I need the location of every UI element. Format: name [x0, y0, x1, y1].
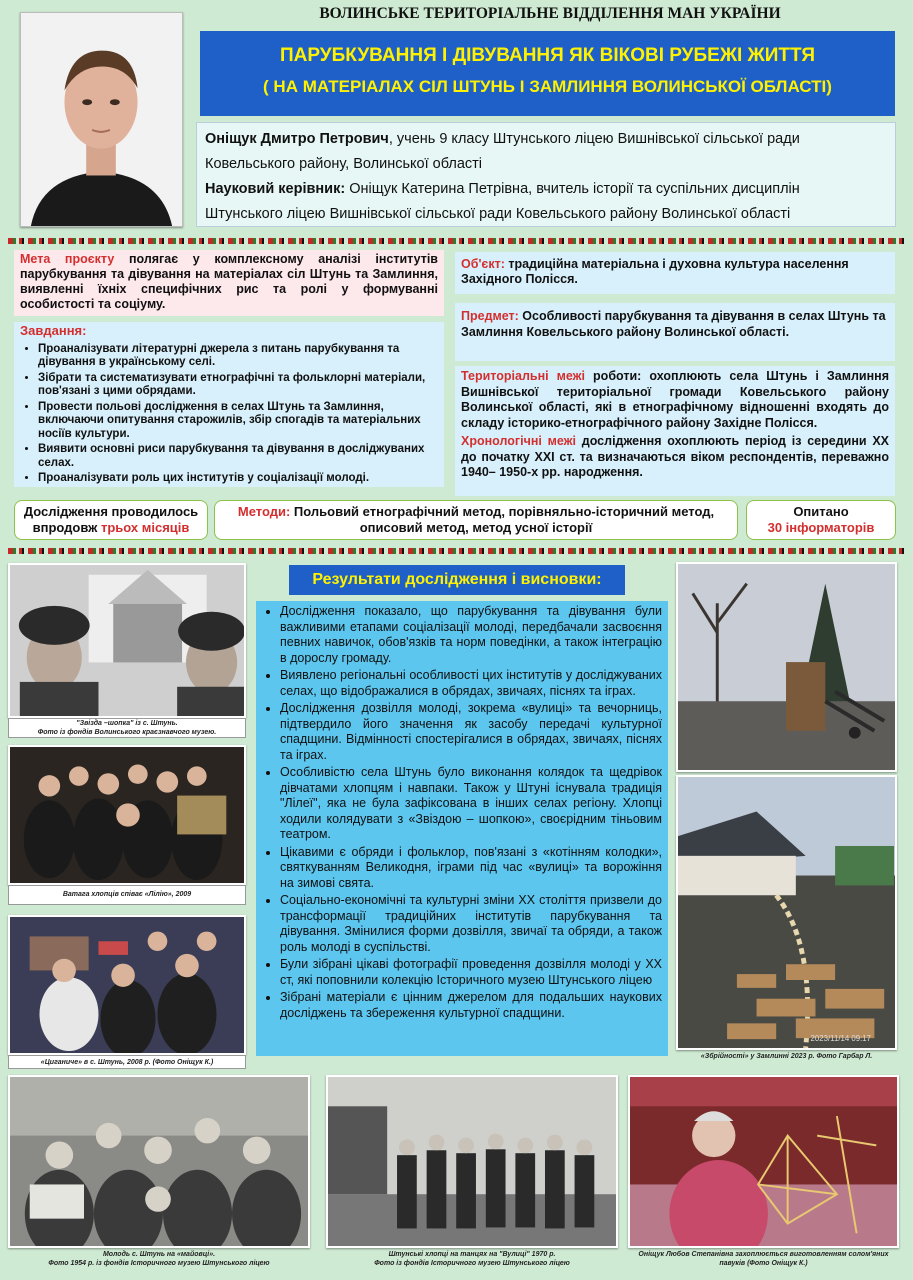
subject-box [455, 303, 895, 361]
ornament-divider-top [8, 238, 905, 244]
result-item: • Соціально-економічні та культурні зміни XX століття призвели до трансформації традиційних інститутів парубкування та дівування. Змінилися форми дозвілля, звичаї та обряди, а також роль молоді в суспільстві. [280, 893, 662, 955]
caption-zbriinosti: «Збрійності» у Замлинні 2023 р. Фото Гарбар Л. [700, 1053, 873, 1060]
results-title: Результати дослідження і висновки: [289, 565, 625, 595]
task-item: • Виявити основні риси парубкування та дівування в досліджуваних селах. [38, 443, 438, 470]
result-item: • Цікавими є обряди і фольклор, пов'язані з «котінням колодки», святкуванням Великодня, іграми під час «вулиці» та ворожіння на зимові свята. [280, 845, 662, 892]
results-list [262, 604, 662, 1021]
surveyed-card [746, 500, 896, 540]
photo-timestamp: 2023/11/14 09:17 [810, 1034, 872, 1044]
subject-text: Особливості парубкування та дівування в селах Штунь та Замлиння Ковельського району Волинської області. [461, 309, 886, 339]
object-text: традиційна матеріальна і духовна культура населення Західного Полісся. [461, 257, 849, 286]
author-desc1: , учень 9 класу Штунського ліцею Вишнівської сільської ради [388, 131, 800, 147]
supervisor-name: Оніщук Катерина Петрівна [345, 181, 529, 197]
task-item: • Проаналізувати роль цих інститутів у соціалізації молоді. [38, 472, 438, 486]
object-label: Об'єкт: [461, 257, 505, 271]
ornament-divider-mid [8, 548, 905, 554]
result-item: • Були зібрані цікаві фотографії проведення дозвілля молоді у XX ст, які поповнили колекцію Історичного музею Штунського ліцею [280, 957, 662, 988]
chronology-label: Хронологічні межі [461, 434, 576, 448]
duration-card [14, 500, 208, 540]
caption-lilia: Ватага хлопців співає «Лілію», 2009 [8, 885, 246, 905]
task-item: • Зібрати та систематизувати етнографічні та фольклорні матеріали, пов'язані з цими обрядами. [38, 372, 438, 399]
photo-mayovka [8, 1075, 310, 1248]
object-box [455, 252, 895, 294]
caption-zvizda: "Звізда –шопка" із с. Штунь. Фото із фондів Волинського краєзнавчого музею. [8, 718, 246, 738]
supervisor-desc1: , вчитель історії та суспільних дисциплін [528, 181, 800, 197]
supervisor-desc2: Штунського ліцею Вишнівської сільської ради Ковельського району Волинської області [205, 206, 791, 222]
task-item: • Проаналізувати літературні джерела з питань парубкування та дівування в українському селі. [38, 343, 438, 370]
author-desc2: Ковельського району, Волинської області [205, 156, 483, 172]
chronology-text: дослідження охоплюють період із середини XX до початку XXI ст. та визначаються віком респондентів, переважно 1940– 1950-х рр. народження. [461, 434, 889, 479]
result-item: • Дослідження дозвілля молоді, зокрема «вулиці» та вечорниць, підтвердило його значення як засобу передачі культурної спадщини. Відмінності спостерігалися в обрядах, звичаях, піснях та іграх. [280, 701, 662, 763]
duration-text: Дослідження проводилось впродовж [23, 504, 199, 535]
goal-box [14, 250, 444, 316]
results-box [256, 601, 668, 1056]
result-item: • Зібрані матеріали є цінним джерелом для подальших наукових досліджень та збереження культурної спадщини. [280, 990, 662, 1021]
surveyed-value: 30 інформаторів [767, 520, 875, 535]
task-item: • Провести польові дослідження в селах Штунь та Замлиння, включаючи опитування старожилів, збір спогадів та матеріальних носіїв культури. [38, 401, 438, 442]
photo-tsyganyche [8, 915, 246, 1055]
main-subtitle: ( НА МАТЕРІАЛАХ СІЛ ШТУНЬ І ЗАМЛИННЯ ВОЛИНСЬКОЇ ОБЛАСТІ) [263, 77, 832, 96]
result-item: • Особливістю села Штунь було виконання колядок та щедрівок дівчатами хлопцям і навпаки. Також у Штуні існувала традиція "Лілеї", яка не була зафіксована в інших селах регіону. Хлопці ходили колядувати з «Звіздою – шопкою», своєрідним тіньовим театром. [280, 765, 662, 843]
supervisor-label: Науковий керівник: [205, 181, 346, 197]
photo-lilia-group [8, 745, 246, 885]
methods-card [214, 500, 738, 540]
photo-firewood-house [676, 775, 897, 1050]
territory-text: роботи: охоплюють села Штунь і Замлиння Вишнівської територіальної громади Ковельського району Волинської області, які в етнографічному відношенні входять до складу історико-етнографічного району Західне Полісся. [461, 369, 889, 430]
photo-zvizda-shopka [8, 563, 246, 718]
author-name: Оніщук Дмитро Петрович [205, 131, 389, 147]
caption-straw-spiders: Оніщук Любов Степанівна захоплюється виготовленням солом'яних павуків (Фото Оніщук К.) [638, 1251, 889, 1267]
caption-tsyganyche: «Циганиче» в с. Штунь, 2008 р. (Фото Оніщук К.) [8, 1055, 246, 1069]
org-title: ВОЛИНСЬКЕ ТЕРИТОРІАЛЬНЕ ВІДДІЛЕННЯ МАН УКРАЇНИ [319, 5, 781, 22]
author-info [196, 122, 896, 227]
caption-mayovka: Молодь с. Штунь на «майовці». Фото 1954 р. із фондів Історичного музею Штунського ліцею [48, 1251, 270, 1267]
surveyed-label: Опитано [793, 504, 849, 519]
photo-straw-spiders [628, 1075, 899, 1248]
goal-label: Мета проєкту [20, 252, 115, 266]
methods-text: Польовий етнографічний метод, порівняльно-історичний метод, описовий метод, метод усної історії [290, 504, 715, 535]
tasks-list [20, 343, 438, 486]
tasks-box [14, 322, 444, 487]
main-title: ПАРУБКУВАННЯ І ДІВУВАННЯ ЯК ВІКОВІ РУБЕЖІ ЖИТТЯ [279, 45, 816, 66]
photo-vulytsia-1970 [326, 1075, 618, 1248]
result-item: • Дослідження показало, що парубкування та дівування були важливими етапами соціалізації молоді, передбачали засвоєння певних навичок, обов'язків та норм поведінки, а також інтеграцію в дорослу громаду. [280, 604, 662, 666]
subject-label: Предмет: [461, 309, 519, 323]
goal-text: полягає у комплексному аналізі інститутів парубкування та дівування на матеріалах сіл Штунь та Замлиння, виявленні їхніх специфічних рис та ролі у формуванні особистості та соціуму. [20, 252, 438, 311]
caption-vulytsia: Штунські хлопці на танцях на "Вулиці" 1970 р. Фото із фондів Історичного музею Штунського ліцею [374, 1251, 570, 1267]
title-banner [200, 31, 895, 116]
boundaries-box [455, 366, 895, 496]
result-item: • Виявлено регіональні особливості цих інститутів у досліджуваних селах, що відображалися в обрядах, звичаях, піснях та іграх. [280, 668, 662, 699]
photo-swing-yard [676, 562, 897, 772]
methods-label: Методи: [237, 504, 291, 519]
territory-label: Територіальні межі [461, 369, 585, 383]
author-photo [20, 12, 183, 227]
duration-value: трьох місяців [101, 520, 190, 535]
tasks-label: Завдання: [20, 323, 87, 338]
